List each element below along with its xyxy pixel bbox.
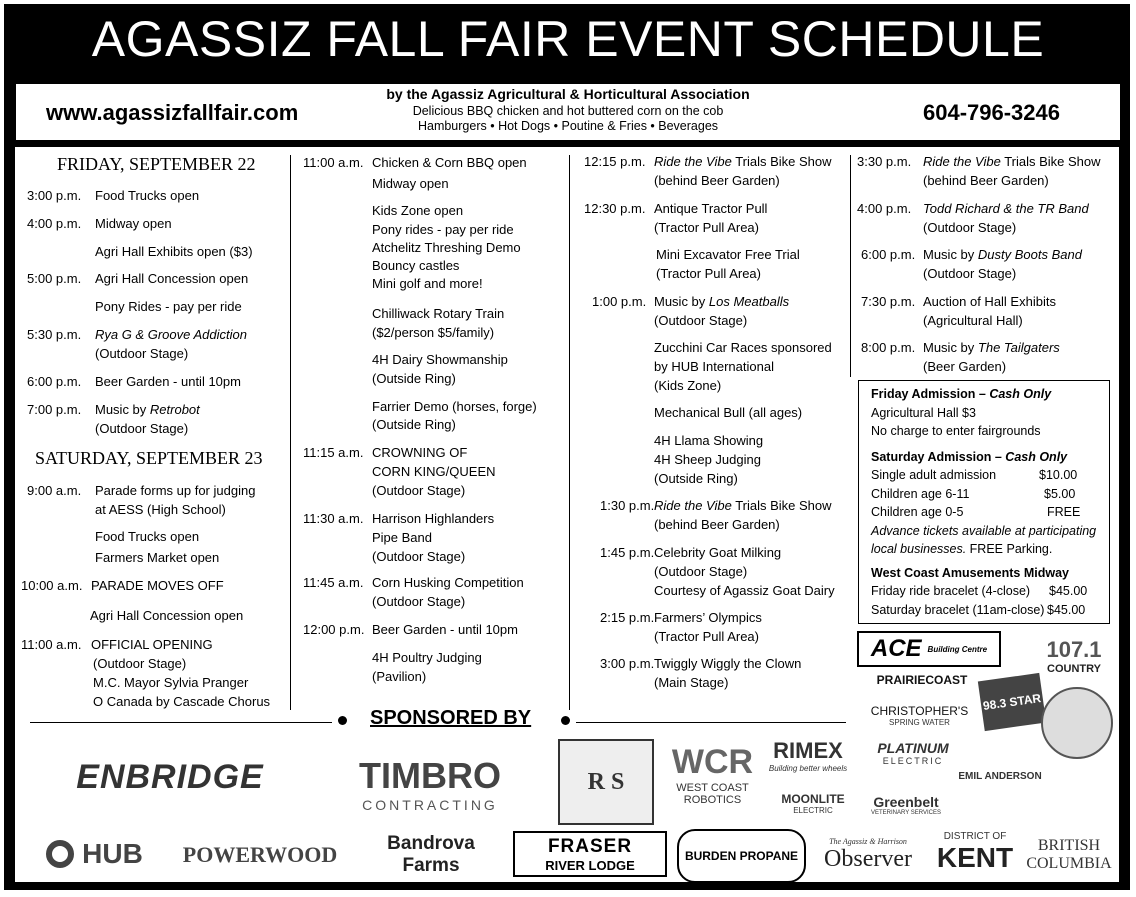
phone-number: 604-796-3246 (922, 100, 1060, 125)
schedule-area (15, 147, 1119, 882)
event-row: Agri Hall Concession open (90, 608, 244, 623)
event-row: Mini Excavator Free Trial (Tractor Pull Area) (656, 247, 800, 281)
event-row: Chilliwack Rotary Train ($2/person $5/family) (372, 306, 505, 340)
star-radio-logo: 98.3 STAR (978, 673, 1046, 731)
column-1 (15, 147, 285, 717)
wcr-logo: WCR WEST COAST ROBOTICS (671, 742, 754, 806)
district-of-kent-logo: DISTRICT OF KENT (936, 830, 1014, 873)
event-row: 5:00 p.m. Agri Hall Concession open (27, 271, 249, 286)
event-row: Kids Zone open Pony rides - pay per ride Atchelitz Threshing Demo Bouncy castles Mini golf and more! (372, 203, 521, 291)
event-row: 4H Dairy Showmanship (Outside Ring) (372, 352, 508, 386)
event-row: 12:15 p.m. Ride the Vibe Trials Bike Show (behind Beer Garden) (584, 154, 832, 188)
bandrova-farms-logo: Bandrova Farms (387, 833, 475, 876)
bullet-dot (338, 716, 347, 725)
prairiecoast-logo: PRAIRIECOAST (876, 673, 968, 687)
price-row: Children age 0-5 FREE (871, 505, 1081, 519)
friday-heading: FRIDAY, SEPTEMBER 22 (57, 154, 256, 174)
country-radio-logo: 107.1 COUNTRY (1046, 637, 1102, 675)
column-2 (303, 147, 565, 717)
agricultural-association-seal (1041, 687, 1113, 759)
event-row: Agri Hall Exhibits open ($3) (95, 244, 253, 259)
timbro-logo: TIMBRO CONTRACTING (359, 755, 501, 813)
saturday-admission-heading: Saturday Admission – Cash Only (871, 449, 1068, 464)
moonlite-logo: MOONLITE ELECTRIC (781, 791, 845, 815)
event-row: Mechanical Bull (all ages) (654, 405, 803, 420)
event-row: 11:30 a.m. Harrison Highlanders Pipe Band (Outdoor Stage) (303, 511, 495, 564)
rs-logo: R S (558, 739, 654, 825)
admission-box: Friday Admission – Cash Only Agricultural Hall $3 No charge to enter fairgrounds Saturday Admission – Cash Only Single adult admission $10.00 Children age 6-11 $5.00 Children age 0-5 FREE Advance tickets available at participating local businesses. FREE Parking. West Coast Amusements Midway Friday ride bracelet (4-close) $45.00 Saturday bracelet (11am-close) $45.00 (858, 380, 1110, 624)
price-row: Children age 6-11 $5.00 (871, 486, 1076, 501)
event-row: 9:00 a.m. Parade forms up for judging at AESS (High School) (27, 483, 256, 517)
christophers-logo: CHRISTOPHER'S SPRING WATER (870, 703, 969, 727)
website-link[interactable]: www.agassizfallfair.com (46, 100, 299, 125)
divider-line (576, 722, 846, 723)
event-row: 12:30 p.m. Antique Tractor Pull (Tractor Pull Area) (584, 201, 768, 235)
event-row: Farrier Demo (horses, forge) (Outside Ring) (372, 399, 537, 432)
advance-note: Advance tickets available at participating local businesses. FREE Parking. (871, 523, 1097, 556)
event-row: 5:30 p.m. Rya G & Groove Addiction (Outdoor Stage) (27, 327, 247, 361)
divider-line (30, 722, 332, 723)
event-row: 1:00 p.m. Music by Los Meatballs (Outdoor Stage) (592, 294, 790, 328)
event-row: 4:00 p.m. Midway open (27, 216, 172, 231)
column-3 (584, 147, 849, 717)
event-row: 3:30 p.m. Ride the Vibe Trials Bike Show (behind Beer Garden) (857, 154, 1101, 188)
bullet-dot (561, 716, 570, 725)
observer-logo: The Agassiz & Harrison Observer (824, 837, 912, 872)
event-row: 1:45 p.m. Celebrity Goat Milking (Outdoor Stage) Courtesy of Agassiz Goat Dairy (600, 545, 835, 598)
column-divider (850, 155, 851, 377)
hub-logo: HUB (27, 829, 162, 879)
event-row: Food Trucks open Farmers Market open (95, 529, 220, 565)
british-columbia-logo: BRITISH COLUMBIA (1026, 837, 1112, 872)
event-row: 8:00 p.m. Music by The Tailgaters (Beer Garden) (861, 340, 1060, 374)
enbridge-logo: ENBRIDGE (76, 757, 264, 796)
event-row: 4H Llama Showing 4H Sheep Judging (Outside Ring) (654, 433, 764, 486)
column-divider (290, 155, 291, 710)
event-row: 6:00 p.m. Music by Dusty Boots Band (Outdoor Stage) (861, 247, 1082, 281)
event-row: 11:00 a.m. Chicken & Corn BBQ open Midway open (303, 155, 527, 191)
platinum-logo: PLATINUM ELECTRIC (877, 740, 949, 766)
event-row: 4H Poultry Judging (Pavilion) (372, 650, 482, 684)
greenbelt-logo: Greenbelt VETERINARY SERVICES (870, 794, 942, 816)
saturday-heading: SATURDAY, SEPTEMBER 23 (35, 448, 263, 468)
emil-anderson-logo: EMIL ANDERSON (958, 770, 1042, 782)
event-row: 12:00 p.m. Beer Garden - until 10pm (303, 622, 518, 637)
organizer-line: by the Agassiz Agricultural & Horticultural Association (386, 86, 750, 102)
event-row: 10:00 a.m. PARADE MOVES OFF (21, 578, 224, 593)
event-row: 11:45 a.m. Corn Husking Competition (Outdoor Stage) (303, 575, 524, 609)
event-row: 3:00 p.m. Twiggly Wiggly the Clown (Main Stage) (600, 656, 802, 690)
event-row: 1:30 p.m. Ride the Vibe Trials Bike Show (behind Beer Garden) (600, 498, 832, 532)
price-row: Single adult admission $10.00 (871, 468, 1078, 482)
header-band (15, 83, 1121, 141)
ace-logo: ACE Building Centre (857, 631, 1001, 667)
event-row: 11:15 a.m. CROWNING OF CORN KING/QUEEN (Outdoor Stage) (303, 445, 496, 498)
event-row: 11:00 a.m. OFFICIAL OPENING (Outdoor Stage) M.C. Mayor Sylvia Pranger O Canada by Cascade Chorus (21, 637, 271, 709)
powerwood-logo: POWERWOOD (182, 842, 338, 867)
fraser-river-lodge-logo: FRASER RIVER LODGE (513, 831, 667, 877)
event-row: Zucchini Car Races sponsored by HUB International (Kids Zone) (654, 340, 832, 393)
food-line-1: Delicious BBQ chicken and hot buttered corn on the cob (412, 104, 724, 118)
event-row: 2:15 p.m. Farmers’ Olympics (Tractor Pull Area) (600, 610, 762, 644)
price-row: Saturday bracelet (11am-close) $45.00 (871, 602, 1086, 617)
burden-propane-logo: BURDEN PROPANE (677, 829, 806, 883)
event-row: 6:00 p.m. Beer Garden - until 10pm (27, 374, 241, 389)
event-row: 7:30 p.m. Auction of Hall Exhibits (Agricultural Hall) (861, 294, 1056, 328)
sponsored-by-heading: SPONSORED BY (370, 707, 532, 729)
column-divider (569, 155, 570, 710)
page-title: AGASSIZ FALL FAIR EVENT SCHEDULE (91, 11, 1045, 67)
friday-admission-heading: Friday Admission – Cash Only (871, 387, 1052, 401)
event-row: 7:00 p.m. Music by Retrobot (Outdoor Stage) (27, 402, 200, 436)
food-line-2: Hamburgers • Hot Dogs • Poutine & Fries • Beverages (417, 119, 719, 133)
price-row: Friday ride bracelet (4-close) $45.00 (871, 584, 1088, 598)
event-row: 4:00 p.m. Todd Richard & the TR Band (Outdoor Stage) (857, 201, 1089, 235)
rimex-logo: RIMEX Building better wheels (768, 737, 848, 773)
event-row: Pony Rides - pay per ride (95, 299, 242, 314)
event-row: 3:00 p.m. Food Trucks open (27, 188, 200, 203)
midway-heading: West Coast Amusements Midway (871, 565, 1069, 580)
